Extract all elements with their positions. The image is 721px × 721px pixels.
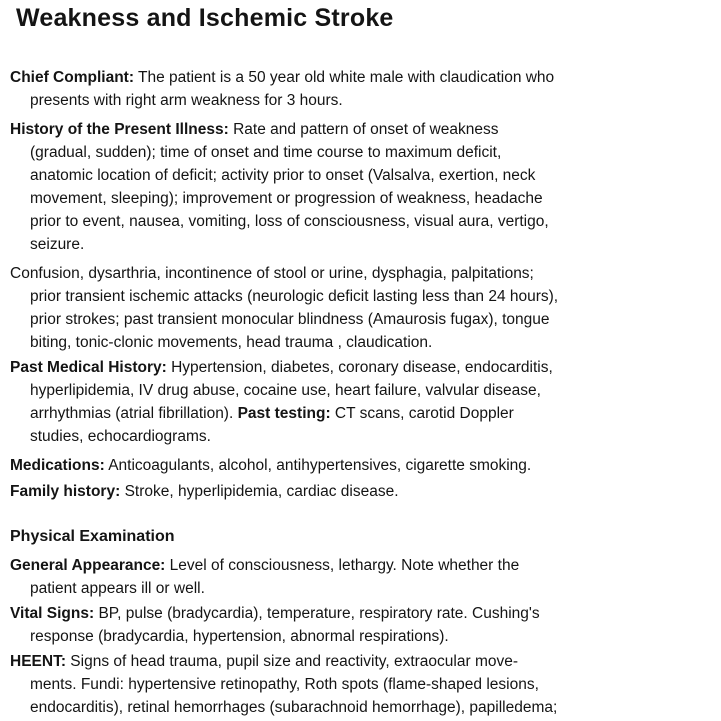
- medications-label: Medications:: [10, 457, 105, 474]
- hpi-label: History of the Present Illness:: [10, 121, 229, 138]
- past-testing-label: Past testing:: [237, 405, 331, 422]
- chief-complaint-section: [10, 66, 704, 112]
- general-appearance-line: Level of consciousness, lethargy. Note whether the: [169, 557, 520, 574]
- general-appearance-line: patient appears ill or well.: [30, 580, 205, 597]
- hpi-line: movement, sleeping); improvement or progression of weakness, headache: [30, 190, 543, 207]
- family-history-text: Stroke, hyperlipidemia, cardiac disease.: [124, 483, 399, 500]
- vital-signs-line: BP, pulse (bradycardia), temperature, respiratory rate. Cushing's: [98, 605, 540, 622]
- symptoms-line: Confusion, dysarthria, incontinence of stool or urine, dysphagia, palpitations;: [10, 265, 534, 282]
- pmh-line: Hypertension, diabetes, coronary disease, endocarditis,: [171, 359, 553, 376]
- physical-exam-heading: Physical Examination: [10, 528, 175, 545]
- past-testing-text: CT scans, carotid Doppler: [334, 405, 514, 422]
- pmh-label: Past Medical History:: [10, 359, 167, 376]
- general-appearance-label: General Appearance:: [10, 557, 166, 574]
- chief-complaint-line: presents with right arm weakness for 3 hours.: [30, 92, 343, 109]
- hpi-line: Rate and pattern of onset of weakness: [233, 121, 499, 138]
- heent-label: HEENT:: [10, 653, 66, 670]
- vital-signs-label: Vital Signs:: [10, 605, 95, 622]
- pmh-section: [10, 356, 704, 448]
- pmh-line: arrhythmias (atrial fibrillation).: [30, 405, 234, 422]
- hpi-line: prior to event, nausea, vomiting, loss of consciousness, visual aura, vertigo,: [30, 213, 549, 230]
- family-history-section: [10, 480, 704, 503]
- symptoms-line: prior transient ischemic attacks (neurologic deficit lasting less than 24 hours),: [30, 288, 559, 305]
- heent-line: Signs of head trauma, pupil size and reactivity, extraocular move-: [70, 653, 519, 670]
- heent-section: [10, 650, 704, 719]
- heent-line: ments. Fundi: hypertensive retinopathy, Roth spots (flame-shaped lesions,: [30, 676, 539, 693]
- symptoms-line: biting, tonic-clonic movements, head trauma , claudication.: [30, 334, 433, 351]
- symptoms-line: prior strokes; past transient monocular blindness (Amaurosis fugax), tongue: [30, 311, 550, 328]
- medications-section: [10, 454, 704, 477]
- pmh-line: studies, echocardiograms.: [30, 428, 211, 445]
- family-history-label: Family history:: [10, 483, 121, 500]
- pmh-line: hyperlipidemia, IV drug abuse, cocaine use, heart failure, valvular disease,: [30, 382, 541, 399]
- vital-signs-section: [10, 602, 704, 648]
- medications-text: Anticoagulants, alcohol, antihypertensives, cigarette smoking.: [108, 457, 532, 474]
- hpi-line: seizure.: [30, 236, 85, 253]
- hpi-line: anatomic location of deficit; activity prior to onset (Valsalva, exertion, neck: [30, 167, 536, 184]
- chief-complaint-label: Chief Compliant:: [10, 69, 134, 86]
- page-title: Weakness and Ischemic Stroke: [16, 4, 394, 32]
- general-appearance-section: [10, 554, 704, 600]
- chief-complaint-line: The patient is a 50 year old white male with claudication who: [138, 69, 555, 86]
- vital-signs-line: response (bradycardia, hypertension, abnormal respirations).: [30, 628, 449, 645]
- hpi-line: (gradual, sudden); time of onset and time course to maximum deficit,: [30, 144, 502, 161]
- hpi-section: [10, 118, 704, 256]
- symptoms-section: [10, 262, 704, 354]
- heent-line: endocarditis), retinal hemorrhages (subarachnoid hemorrhage), papilledema;: [30, 699, 558, 716]
